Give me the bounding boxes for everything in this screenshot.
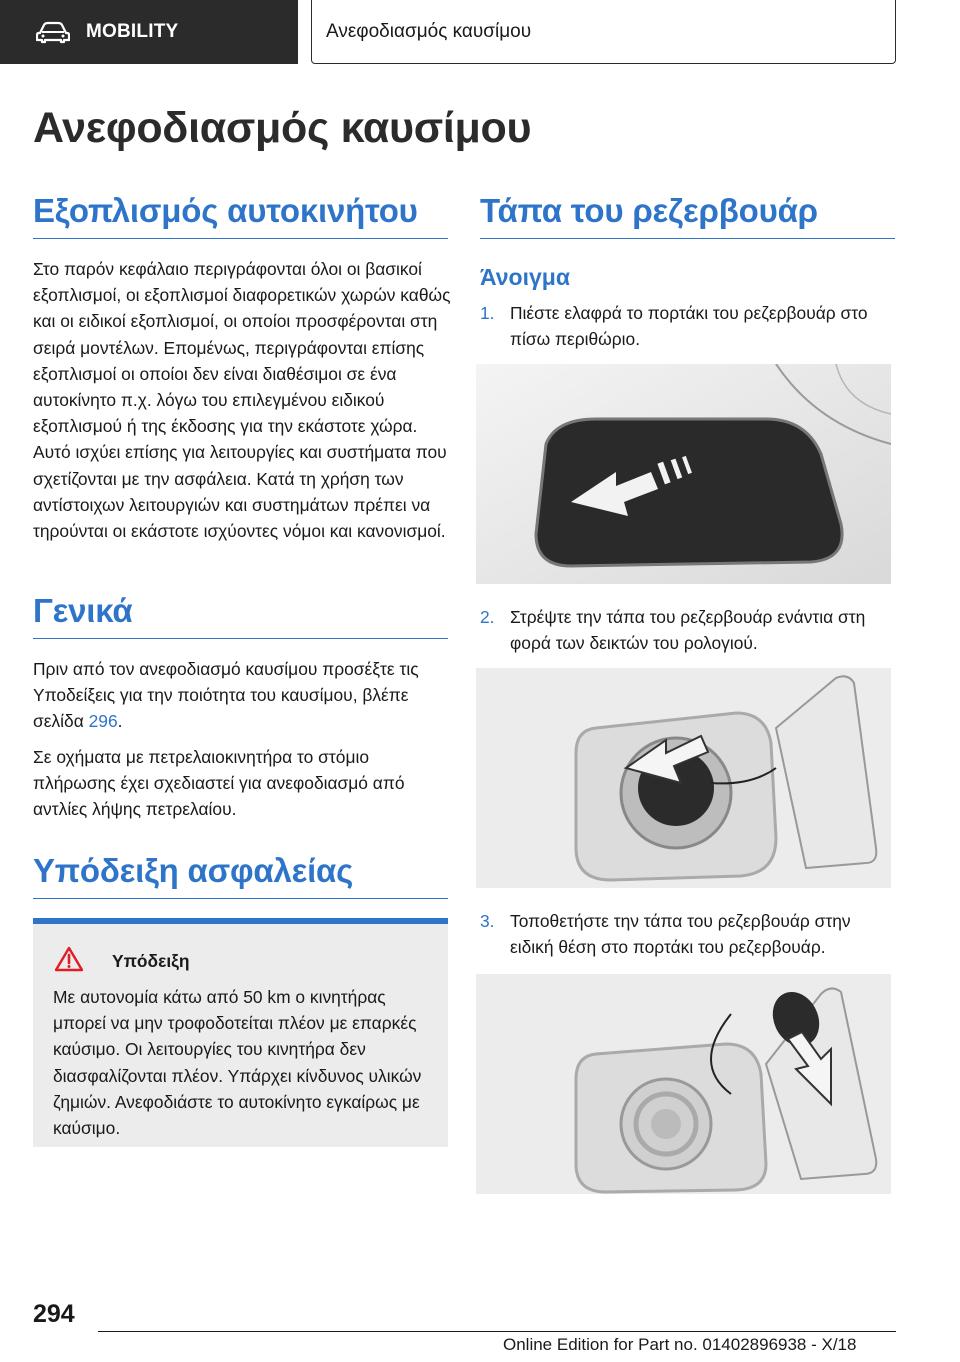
page-title: Ανεφοδιασμός καυσίμου <box>33 104 532 152</box>
heading-equipment: Εξοπλισμός αυτοκινήτου <box>33 192 448 239</box>
footer-edition: Online Edition for Part no. 01402896938 - X/18 <box>503 1335 857 1354</box>
footer-divider <box>98 1331 896 1332</box>
page-number: 294 <box>33 1300 75 1328</box>
general-text <box>33 656 451 831</box>
heading-general: Γενικά <box>33 592 448 639</box>
step-text: Στρέψτε την τάπα του ρεζερβουάρ ενάντια στη φορά των δεικτών του ρολογιού. <box>510 607 866 654</box>
safety-notice-title: Υπόδειξη <box>112 951 190 971</box>
header-chapter: Ανεφοδιασμός καυσίμου <box>311 0 896 64</box>
subheading-opening: Άνοιγμα <box>480 264 570 290</box>
figure-fuel-cap-turn <box>476 668 891 888</box>
safety-notice-body: Με αυτονομία κάτω από 50 km ο κινητήρας μπορεί να μην τροφοδοτείται πλέον με επαρκές καύσιμο. Οι λειτουργίες του κινητήρα δεν διασφαλίζονται πλέον. Υπάρχει κίνδυνος υλικών ζημιών. Ανεφοδιάστε το αυτοκίνητο εγκαίρως με καύσιμο. <box>53 987 422 1139</box>
heading-fuel-cap: Τάπα του ρεζερβουάρ <box>480 192 895 239</box>
step-text: Πιέστε ελαφρά το πορτάκι του ρεζερβουάρ στο πίσω περιθώριο. <box>510 303 868 350</box>
car-icon <box>36 20 70 44</box>
step-number: 2. <box>480 607 495 627</box>
figure-fuel-cap-holder <box>476 974 891 1194</box>
step-2 <box>480 604 890 656</box>
header-section-tab[interactable] <box>0 0 298 64</box>
safety-notice-box <box>33 918 448 1147</box>
equipment-text <box>33 256 451 553</box>
step-3 <box>480 908 890 960</box>
header-section-label: MOBILITY <box>86 21 179 42</box>
equipment-paragraph: Στο παρόν κεφάλαιο περιγράφονται όλοι οι βασικοί εξοπλισμοί, οι εξοπλισμοί διαφορετικών χωρών καθώς και οι ειδικοί εξοπλισμοί, οι οποίοι προσφέρονται στη σειρά μοντέλων. Επομένως, περιγράφονται επίσης εξοπλισμοί οι οποίοι δεν είναι διαθέσιμοι σε ένα αυτοκίνητο π.χ. λόγω του επιλεγμένου ειδικού εξοπλισμού ή της έκδοσης για την εκάστοτε χώρα. Αυτό ισχύει επίσης για λειτουργίες και συστήματα που σχετίζονται με την ασφάλεια. Κατά τη χρήση των αντίστοιχων λειτουργιών και συστημάτων πρέπει να τηρούνται οι εκάστοτε ισχύοντες νόμοι και κανονισμοί. <box>33 259 451 542</box>
general-p1-text: Πριν από τον ανεφοδιασμό καυσίμου προσέξτε τις Υποδείξεις για την ποιότητα του καυσίμου, βλέπε σελίδα <box>33 659 419 732</box>
step-number: 1. <box>480 303 495 323</box>
step-text: Τοποθετήστε την τάπα του ρεζερβουάρ στην ειδική θέση στο πορτάκι του ρεζερβουάρ. <box>510 911 851 958</box>
warning-triangle-icon <box>54 946 84 972</box>
step-number: 3. <box>480 911 495 931</box>
general-p1-end: . <box>117 711 123 732</box>
heading-safety: Υπόδειξη ασφαλείας <box>33 852 448 899</box>
step-1 <box>480 300 890 352</box>
general-paragraph-1 <box>33 656 451 735</box>
page-link-296[interactable]: 296 <box>88 711 118 732</box>
figure-fuel-flap-closed <box>476 364 891 584</box>
general-paragraph-2: Σε οχήματα με πετρελαιοκινητήρα το στόμιο πλήρωσης έχει σχεδιαστεί για ανεφοδιασμό από αντλίες λήψης πετρελαίου. <box>33 746 405 820</box>
